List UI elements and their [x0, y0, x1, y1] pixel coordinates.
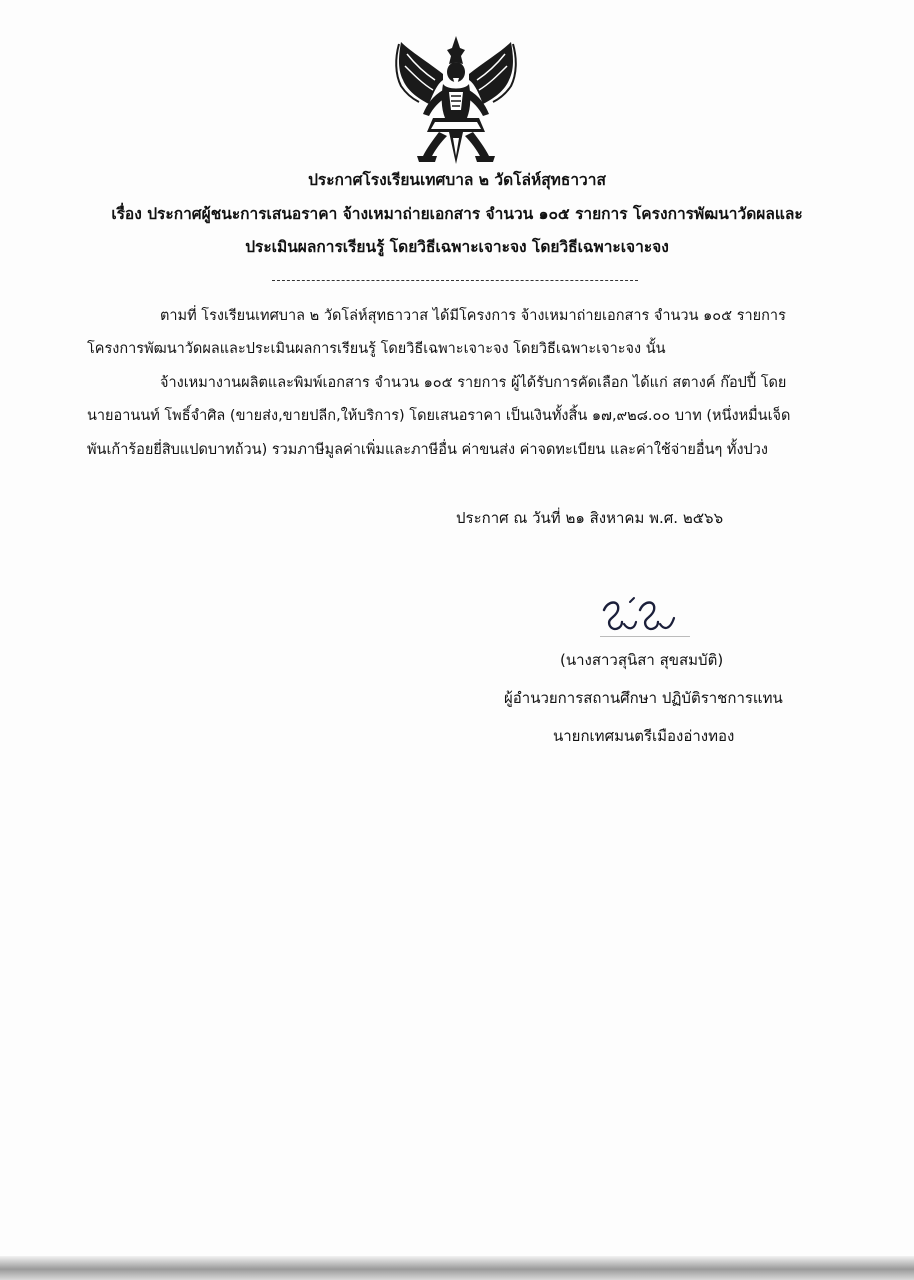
scan-bottom-edge [0, 1256, 914, 1280]
paragraph-2-line-3: พันเก้าร้อยยี่สิบแปดบาทถ้วน) รวมภาษีมูลค่าเพิ่มและภาษีอื่น ค่าขนส่ง ค่าจดทะเบียน และค่าใช้จ่ายอื่นๆ ทั้งปวง [87, 442, 768, 458]
signatory-position-2: นายกเทศมนตรีเมืองอ่างทอง [553, 727, 735, 745]
signatory-name: (นางสาวสุนิสา สุขสมบัติ) [560, 651, 724, 669]
handwritten-signature [590, 588, 690, 640]
signatory-position-1: ผู้อำนวยการสถานศึกษา ปฏิบัติราชการแทน [504, 689, 783, 707]
announcement-title: ประกาศโรงเรียนเทศบาล ๒ วัดโล่ห์สุทธาวาส [308, 171, 606, 189]
signature-line [600, 636, 690, 637]
subject-line-2: ประเมินผลการเรียนรู้ โดยวิธีเฉพาะเจาะจง โดยวิธีเฉพาะเจาะจง [245, 238, 669, 256]
paragraph-2-line-2: นายอานนท์ โพธิ์จำศิล (ขายส่ง,ขายปลีก,ให้บริการ) โดยเสนอราคา เป็นเงินทั้งสิ้น ๑๗,๙๒๘.๐๐ บาท (หนึ่งหมื่นเจ็ด [87, 408, 791, 424]
paragraph-1-line-1: ตามที่ โรงเรียนเทศบาล ๒ วัดโล่ห์สุทธาวาส ได้มีโครงการ จ้างเหมาถ่ายเอกสาร จำนวน ๑๐๕ รายการ [160, 308, 786, 324]
paragraph-1-line-2: โครงการพัฒนาวัดผลและประเมินผลการเรียนรู้ โดยวิธีเฉพาะเจาะจง โดยวิธีเฉพาะเจาะจง นั้น [87, 341, 666, 357]
announce-date: ประกาศ ณ วันที่ ๒๑ สิงหาคม พ.ศ. ๒๕๖๖ [456, 509, 724, 527]
garuda-emblem-icon [393, 34, 519, 166]
subject-line-1: เรื่อง ประกาศผู้ชนะการเสนอราคา จ้างเหมาถ่ายเอกสาร จำนวน ๑๐๕ รายการ โครงการพัฒนาวัดผลและ [111, 205, 803, 223]
paragraph-2-line-1: จ้างเหมางานผลิตและพิมพ์เอกสาร จำนวน ๑๐๕ รายการ ผู้ได้รับการคัดเลือก ได้แก่ สตางค์ ก๊อปปี้ โดย [160, 375, 787, 391]
header-divider [272, 280, 638, 281]
